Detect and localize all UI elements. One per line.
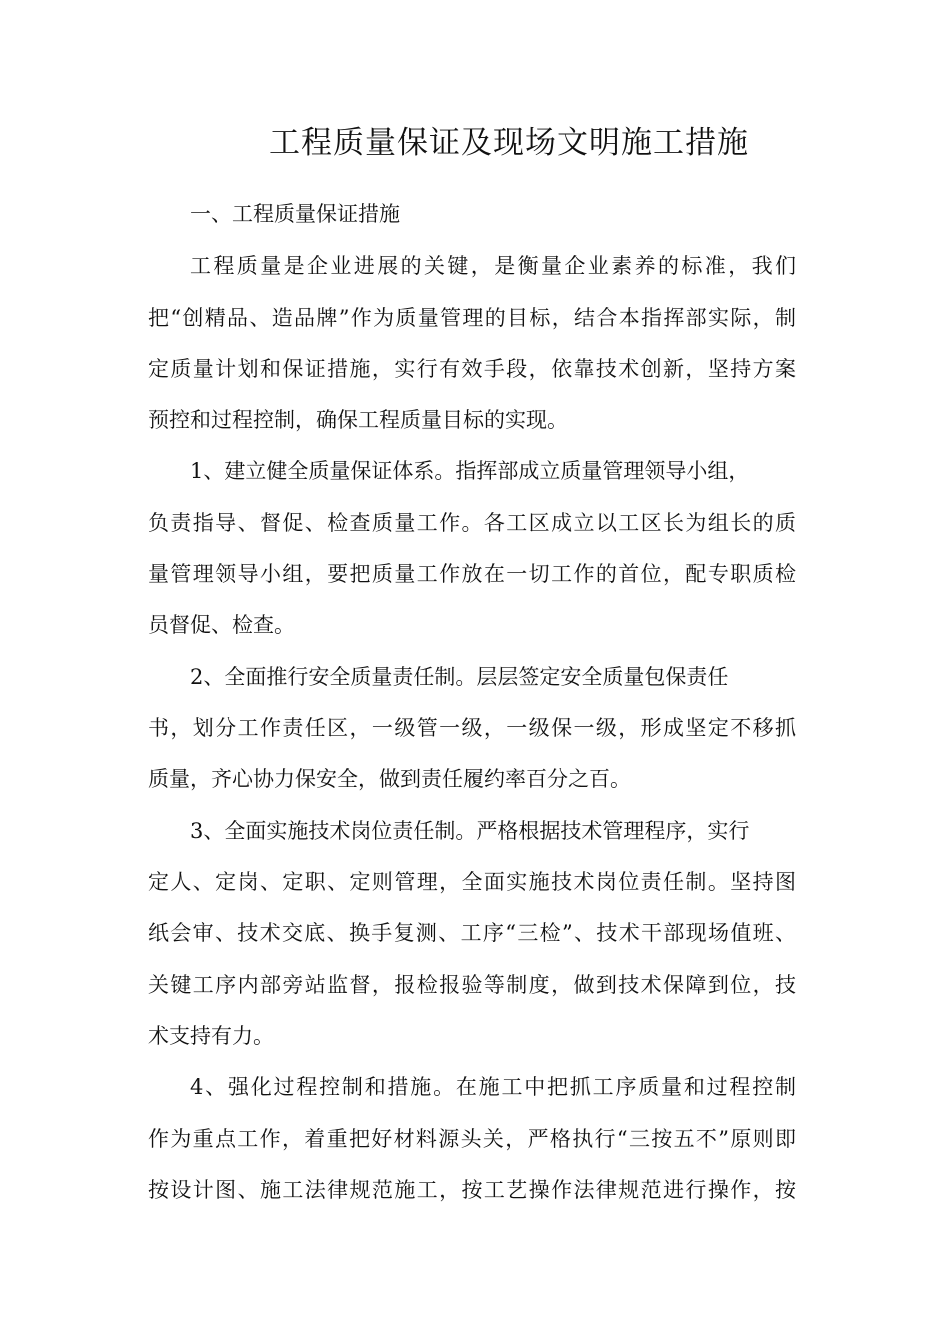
document-title: 工程质量保证及现场文明施工措施 <box>269 125 749 161</box>
paragraph-line: 定人、定岗、定职、定则管理，全面实施技术岗位责任制。坚持图 <box>148 870 796 894</box>
paragraph-line: 3、全面实施技术岗位责任制。严格根据技术管理程序，实行 <box>190 819 750 843</box>
paragraph-line: 4、强化过程控制和措施。在施工中把抓工序质量和过程控制 <box>190 1075 796 1099</box>
paragraph-line: 按设计图、施工法律规范施工，按工艺操作法律规范进行操作，按 <box>148 1178 796 1202</box>
paragraph-line: 质量，齐心协力保安全，做到责任履约率百分之百。 <box>148 767 631 791</box>
paragraph-line: 预控和过程控制，确保工程质量目标的实现。 <box>148 408 568 432</box>
paragraph-line: 负责指导、督促、检查质量工作。各工区成立以工区长为组长的质 <box>148 511 796 535</box>
paragraph-line: 1、建立健全质量保证体系。指挥部成立质量管理领导小组， <box>190 459 750 483</box>
paragraph-line: 员督促、检查。 <box>148 613 295 637</box>
paragraph-line: 定质量计划和保证措施，实行有效手段，依靠技术创新，坚持方案 <box>148 357 796 381</box>
paragraph-line: 术支持有力。 <box>148 1024 274 1048</box>
paragraph-line: 工程质量是企业进展的关键，是衡量企业素养的标准，我们 <box>190 254 796 278</box>
paragraph-line: 作为重点工作，着重把好材料源头关，严格执行“三按五不”原则即 <box>148 1127 796 1151</box>
paragraph-line: 量管理领导小组，要把质量工作放在一切工作的首位，配专职质检 <box>148 562 796 586</box>
paragraph-line: 2、全面推行安全质量责任制。层层签定安全质量包保责任 <box>190 665 729 689</box>
paragraph-line: 纸会审、技术交底、换手复测、工序“三检”、技术干部现场值班、 <box>148 921 796 945</box>
paragraph-line: 书，划分工作责任区，一级管一级，一级保一级，形成坚定不移抓 <box>148 716 796 740</box>
section-heading: 一、工程质量保证措施 <box>190 202 400 226</box>
paragraph-line: 关键工序内部旁站监督，报检报验等制度，做到技术保障到位，技 <box>148 973 796 997</box>
paragraph-line: 把“创精品、造品牌”作为质量管理的目标，结合本指挥部实际，制 <box>148 306 796 330</box>
